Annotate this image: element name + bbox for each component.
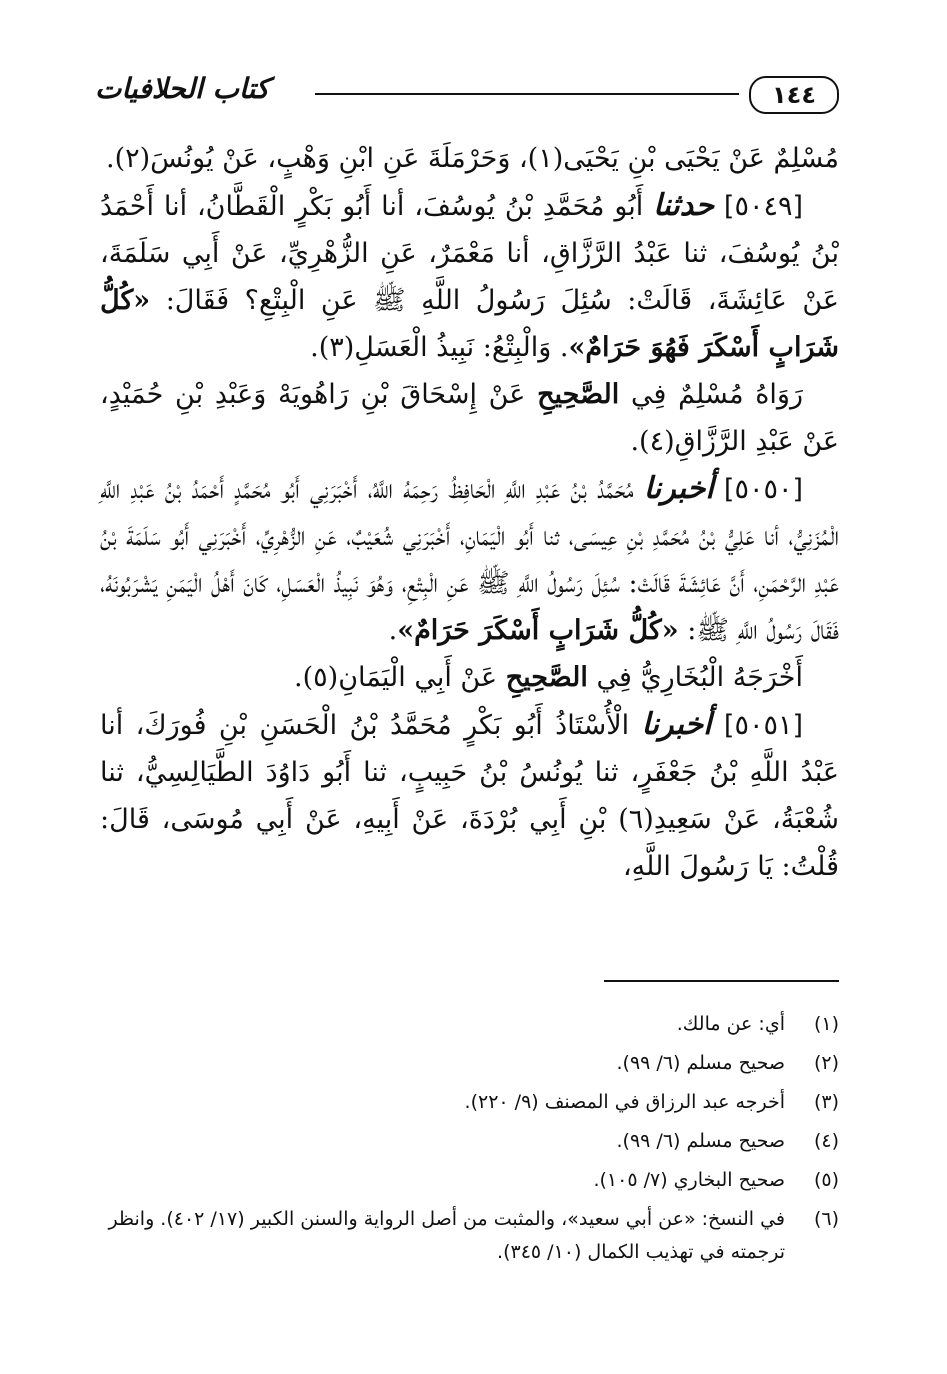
takhrij-5049: [100, 371, 839, 465]
hadith-5050: [100, 465, 839, 654]
footnote-text: في النسخ: «عن أبي سعيد»، والمثبت من أصل الرواية والسنن الكبير (١٧/ ٤٠٢). وانظر ترجمته في تهذيب الكمال (١٠/ ٣٤٥).: [108, 1208, 785, 1263]
continuation-text: مُسْلِمٌ عَنْ يَحْيَى بْنِ يَحْيَى(١)، وَحَرْمَلَةَ عَنِ ابْنِ وَهْبٍ، عَنْ يُونُسَ(٢).: [106, 143, 839, 174]
footnote-text: صحيح مسلم (٦/ ٩٩).: [616, 1130, 785, 1152]
source-book: الصَّحِيحِ: [505, 662, 588, 693]
footnote-marker: (٤): [813, 1130, 839, 1152]
footnote: [100, 1164, 839, 1197]
page-header: [95, 70, 839, 120]
hadith-number: [٥٠٥١]: [723, 710, 803, 741]
footnote-marker: (٥): [813, 1169, 839, 1191]
footnote-marker: (١): [813, 1013, 839, 1035]
takhrij-5050: [100, 654, 839, 701]
footnote-marker: (٣): [813, 1091, 839, 1113]
footnote-text: أي: عن مالك.: [676, 1013, 785, 1035]
continuation-line: [100, 135, 839, 182]
hadith-tail: . وَالْبِتْعُ: نَبِيذُ الْعَسَلِ(٣).: [310, 332, 569, 363]
takhrij-pre: أَخْرَجَهُ الْبُخَارِيُّ فِي: [596, 662, 803, 693]
prophetic-quote: «كُلُّ شَرَابٍ أَسْكَرَ فَهُوَ حَرَامٌ»: [100, 285, 839, 363]
takhrij-post: عَنْ أَبِي الْيَمَانِ(٥).: [294, 662, 498, 693]
footnote-marker: (٦): [813, 1208, 839, 1230]
footnote-marker: (٢): [813, 1052, 839, 1074]
page-number: ١٤٤: [749, 76, 839, 114]
hadith-5051: [100, 701, 839, 890]
narration-lead: حدثنا: [653, 188, 715, 223]
book-title: كتاب الحلافيات: [95, 72, 270, 105]
footnote-text: صحيح مسلم (٦/ ٩٩).: [616, 1052, 785, 1074]
header-rule: [315, 93, 739, 95]
footnote: [100, 1125, 839, 1158]
hadith-number: [٥٠٤٩]: [723, 191, 803, 222]
footnotes: [100, 1008, 839, 1275]
hadith-text: مُحَمَّدُ بْنُ عَبْدِ اللَّهِ الْحَافِظُ رَحِمَهُ اللَّهُ، أَخْبَرَنِي أَبُو مُحَمَّدٍ أَحْمَدُ بْنُ عَبْدِ اللَّهِ الْمُزَنِيُّ، أنا عَلِيُّ بْنُ مُحَمَّدِ بْنِ عِيسَى، ثنا أَبُو الْيَمَانِ، أَخْبَرَنِي شُعَيْبٌ، عَنِ الزُّهْرِيِّ، أَخْبَرَنِي أَبُو سَلَمَةَ بْنُ عَبْدِ الرَّحْمَنِ، أَنَّ عَائِشَةَ قَالَتْ: سُئِلَ رَسُولُ اللَّهِ ﷺ عَنِ الْبِتْعِ، وَهُوَ نَبِيذُ الْعَسَلِ، كَانَ أَهْلُ الْيَمَنِ يَشْرَبُونَهُ، فَقَالَ رَسُولُ اللَّهِ ﷺ:: [100, 474, 839, 646]
footnote: [100, 1086, 839, 1119]
footnote-separator: [604, 980, 839, 982]
hadith-tail: .: [388, 615, 398, 646]
footnote-text: أخرجه عبد الرزاق في المصنف (٩/ ٢٢٠).: [464, 1091, 785, 1113]
hadith-number: [٥٠٥٠]: [723, 474, 803, 505]
main-text: [100, 135, 839, 890]
source-book: الصَّحِيحِ: [537, 379, 620, 410]
footnote: [100, 1008, 839, 1041]
takhrij-pre: رَوَاهُ مُسْلِمٌ فِي: [630, 379, 803, 410]
prophetic-quote: «كُلُّ شَرَابٍ أَسْكَرَ حَرَامٌ»: [397, 615, 679, 646]
footnote: [100, 1203, 839, 1269]
hadith-5049: [100, 182, 839, 371]
hadith-text: الْأُسْتَاذُ أَبُو بَكْرٍ مُحَمَّدُ بْنُ الْحَسَنِ بْنِ فُورَكَ، أنا عَبْدُ اللَّهِ بْنُ جَعْفَرٍ، ثنا يُونُسُ بْنُ حَبِيبٍ، ثنا أَبُو دَاوُدَ الطَّيَالِسِيُّ، ثنا شُعْبَةُ، عَنْ سَعِيدِ(٦) بْنِ أَبِي بُرْدَةَ، عَنْ أَبِيهِ، عَنْ أَبِي مُوسَى، قَالَ: قُلْتُ: يَا رَسُولَ اللَّهِ،: [100, 710, 839, 882]
narration-lead: أخبرنا: [643, 471, 714, 506]
narration-lead: أخبرنا: [641, 707, 712, 742]
hadith-text: أَبُو مُحَمَّدِ بْنُ يُوسُفَ، أنا أَبُو بَكْرٍ الْقَطَّانُ، أنا أَحْمَدُ بْنُ يُوسُفَ، ثنا عَبْدُ الرَّزَّاقِ، أنا مَعْمَرٌ، عَنِ الزُّهْرِيِّ، عَنْ أَبِي سَلَمَةَ، عَنْ عَائِشَةَ، قَالَتْ: سُئِلَ رَسُولُ اللَّهِ ﷺ عَنِ الْبِتْعِ؟ فَقَالَ:: [100, 191, 839, 316]
footnote: [100, 1047, 839, 1080]
takhrij-post: عَنْ إِسْحَاقَ بْنِ رَاهُويَهْ وَعَبْدِ بْنِ حُمَيْدٍ، عَنْ عَبْدِ الرَّزَّاقِ(٤).: [100, 379, 839, 457]
footnote-text: صحيح البخاري (٧/ ١٠٥).: [593, 1169, 785, 1191]
